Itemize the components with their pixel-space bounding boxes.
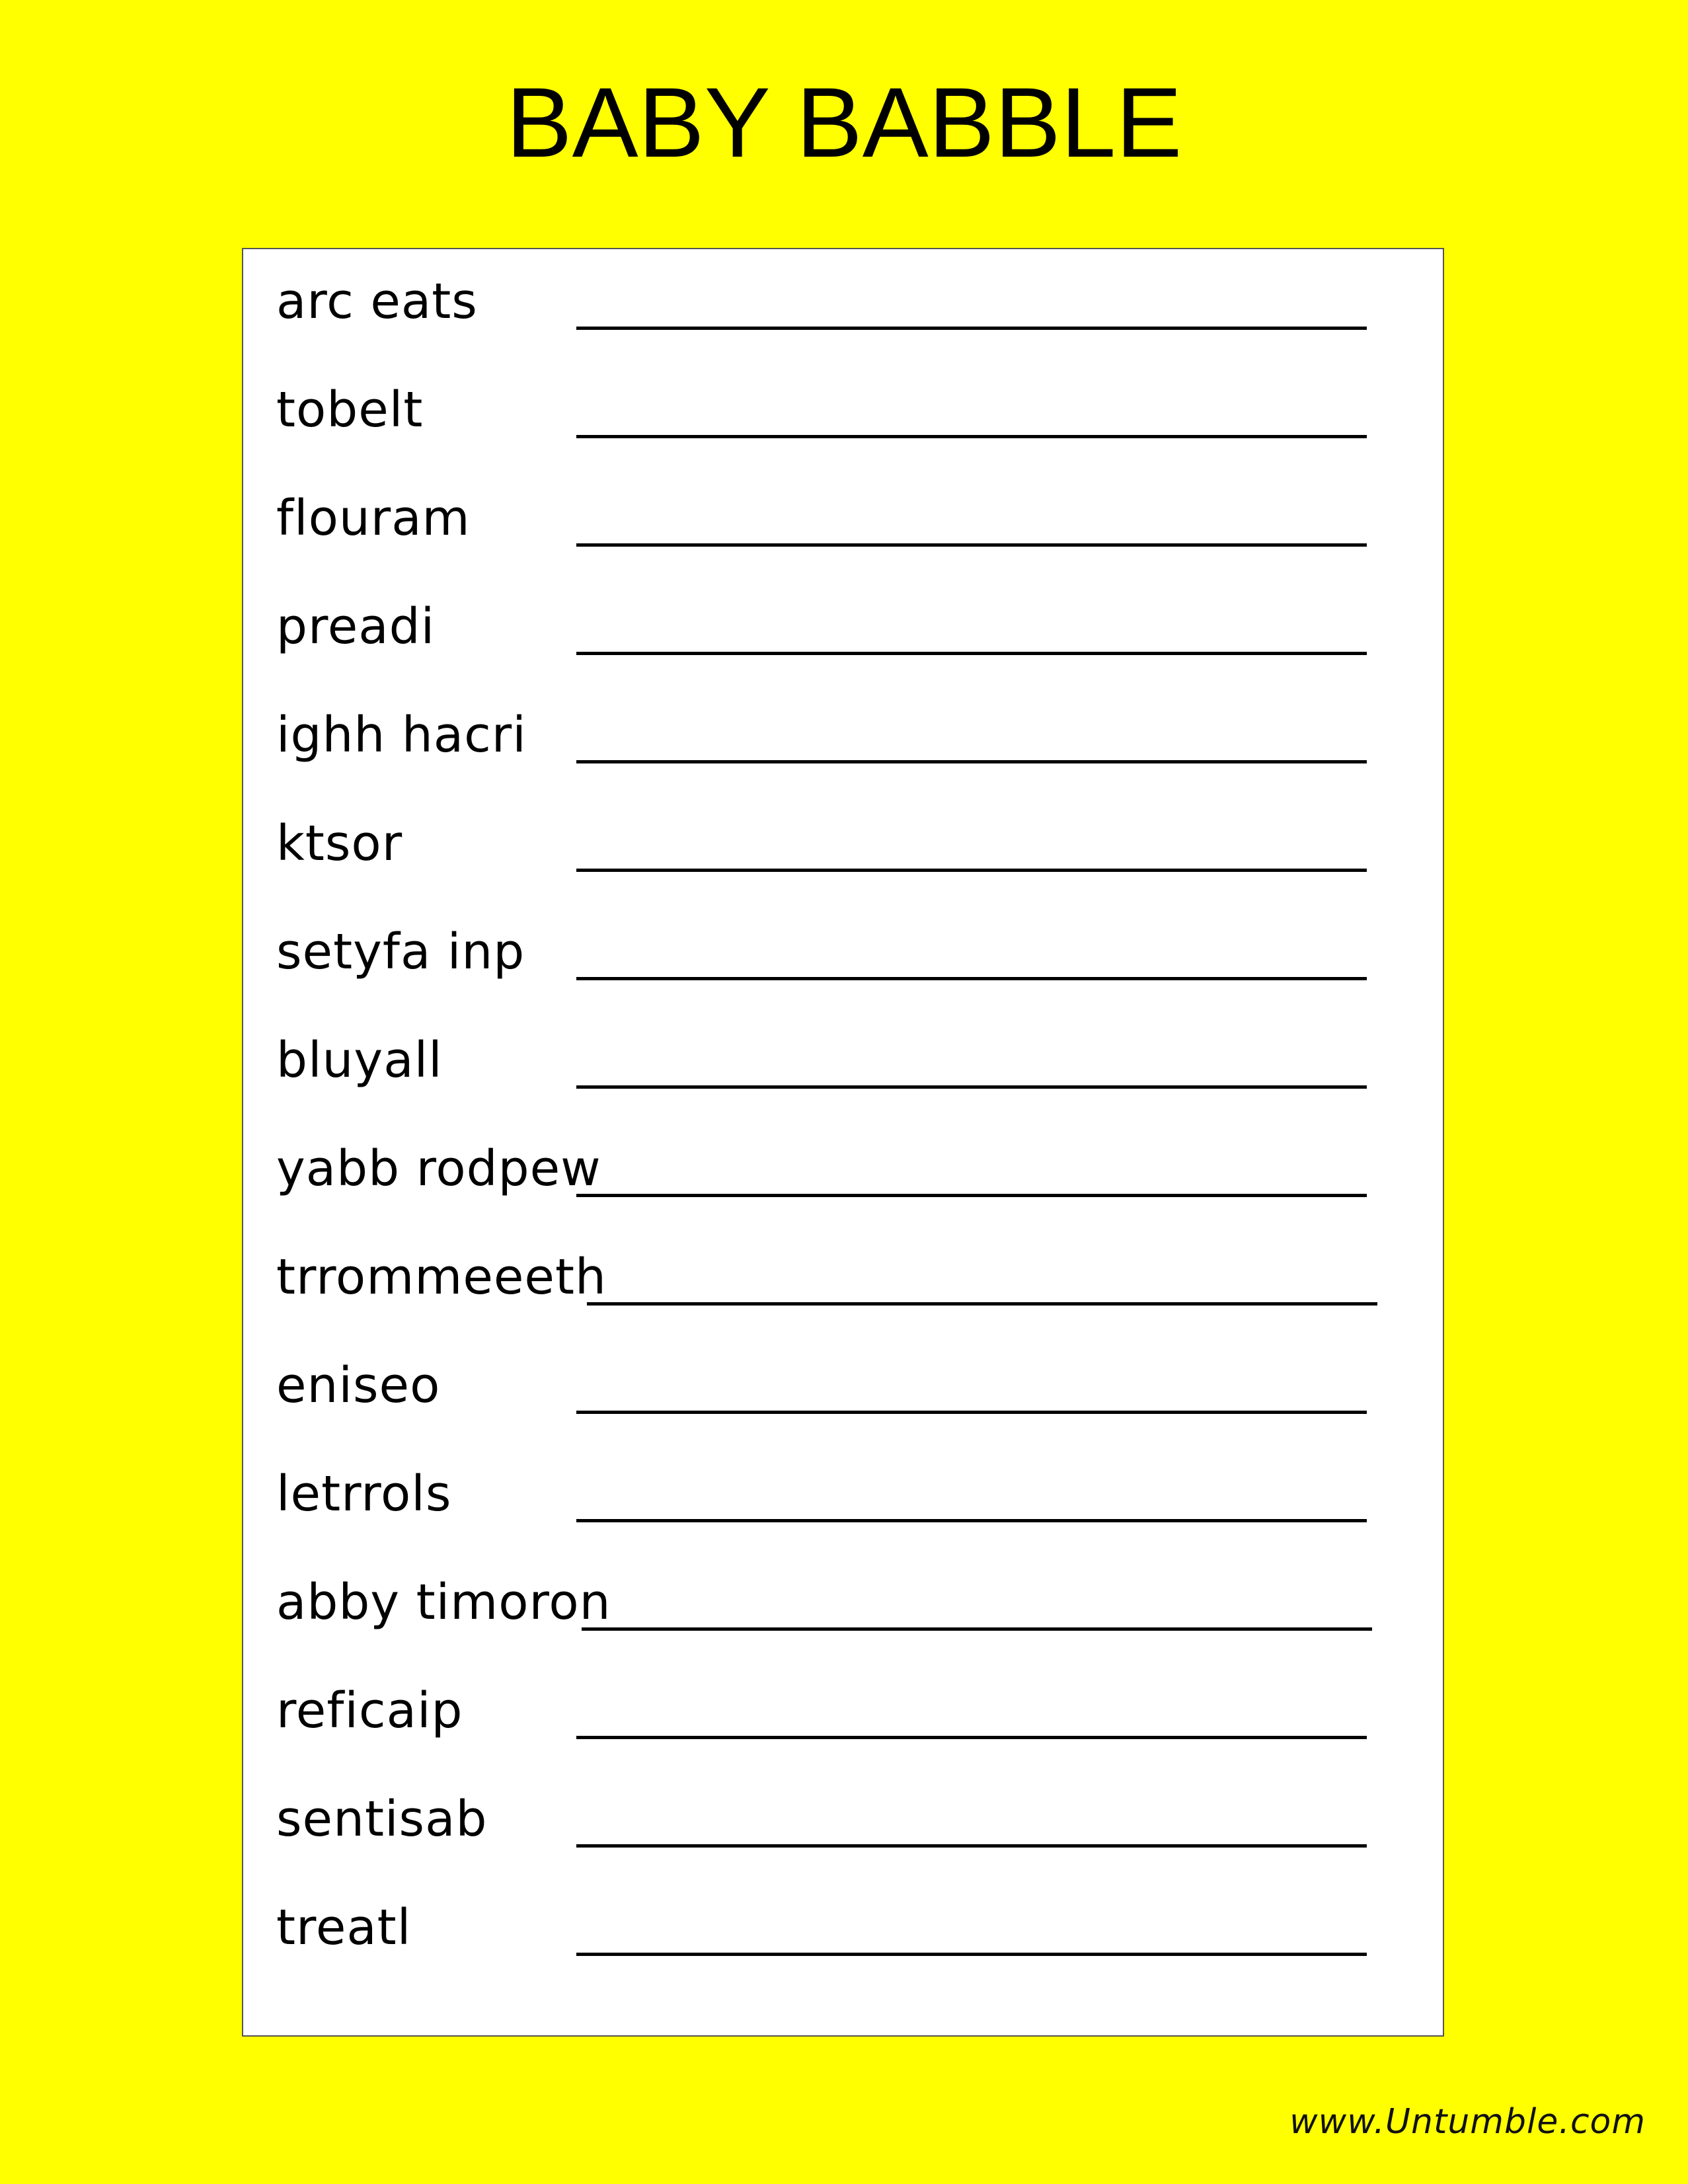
- word-list-card: [242, 248, 1444, 2037]
- scrambled-word: bluyall: [276, 1032, 443, 1089]
- scrambled-word: eniseo: [276, 1357, 441, 1414]
- scrambled-word: abby timoron: [276, 1574, 611, 1631]
- word-row-9: [276, 1128, 1400, 1208]
- scrambled-word: ktsor: [276, 815, 403, 872]
- answer-line[interactable]: [576, 1411, 1367, 1414]
- answer-line[interactable]: [576, 543, 1367, 547]
- scrambled-word: flouram: [276, 490, 471, 547]
- word-row-6: [276, 803, 1400, 882]
- scrambled-word: treatl: [276, 1899, 412, 1956]
- scrambled-word: yabb rodpew: [276, 1140, 601, 1197]
- word-row-15: [276, 1779, 1400, 1858]
- answer-line[interactable]: [576, 1736, 1367, 1739]
- word-row-5: [276, 695, 1400, 774]
- answer-line[interactable]: [576, 760, 1367, 763]
- answer-line[interactable]: [576, 435, 1367, 438]
- word-row-2: [276, 370, 1400, 449]
- website-link[interactable]: www.Untumble.com: [1289, 2102, 1646, 2142]
- answer-line[interactable]: [587, 1302, 1377, 1306]
- word-row-4: [276, 586, 1400, 666]
- answer-line[interactable]: [576, 327, 1367, 330]
- answer-line[interactable]: [576, 869, 1367, 872]
- answer-line[interactable]: [582, 1627, 1372, 1631]
- answer-line[interactable]: [576, 977, 1367, 980]
- word-row-1: [276, 261, 1400, 340]
- answer-line[interactable]: [576, 1194, 1367, 1197]
- scrambled-word: trrommeeeth: [276, 1249, 607, 1306]
- scrambled-word: setyfa inp: [276, 923, 525, 980]
- scrambled-word: sentisab: [276, 1791, 488, 1848]
- scrambled-word: preadi: [276, 598, 436, 655]
- word-row-13: [276, 1562, 1400, 1641]
- word-row-14: [276, 1670, 1400, 1750]
- page-title: BABY BABBLE: [506, 67, 1182, 178]
- word-row-7: [276, 912, 1400, 991]
- word-row-16: [276, 1887, 1400, 1967]
- scrambled-word: letrrols: [276, 1465, 452, 1522]
- word-row-3: [276, 478, 1400, 557]
- word-row-8: [276, 1020, 1400, 1099]
- scrambled-word: tobelt: [276, 381, 424, 438]
- answer-line[interactable]: [576, 1085, 1367, 1089]
- scrambled-word: reficaip: [276, 1682, 463, 1739]
- word-row-12: [276, 1454, 1400, 1533]
- answer-line[interactable]: [576, 1519, 1367, 1522]
- answer-line[interactable]: [576, 652, 1367, 655]
- scrambled-word: ighh hacri: [276, 707, 527, 763]
- answer-line[interactable]: [576, 1844, 1367, 1848]
- word-row-10: [276, 1237, 1400, 1316]
- scrambled-word: arc eats: [276, 273, 478, 330]
- word-row-11: [276, 1345, 1400, 1424]
- answer-line[interactable]: [576, 1953, 1367, 1956]
